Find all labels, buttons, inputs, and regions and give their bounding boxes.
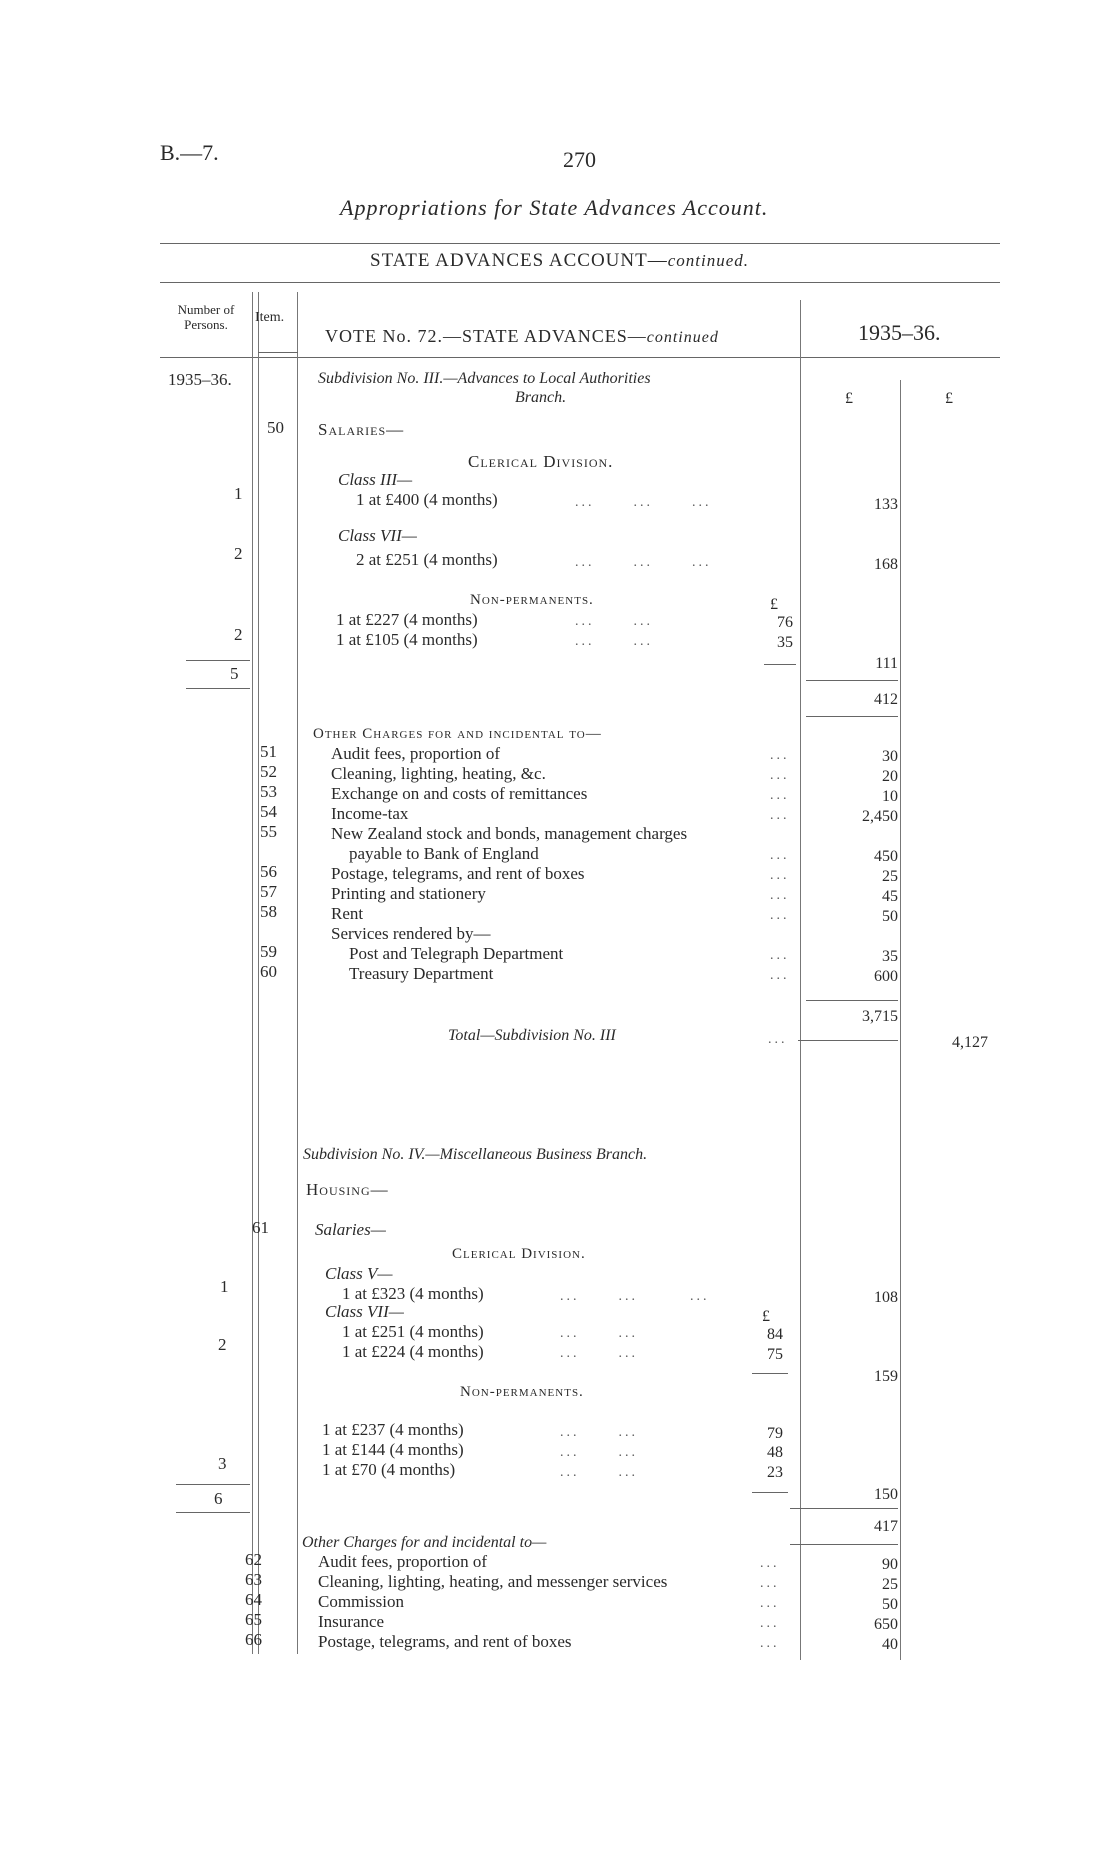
row-label: payable to Bank of England xyxy=(349,844,539,863)
sub3-np1-line: 1 at £227 (4 months) xyxy=(336,610,478,629)
leader-dots: ... ... xyxy=(560,1346,638,1361)
currency-total-column: £ xyxy=(945,390,953,407)
leader-dots: ... xyxy=(770,868,790,883)
row-item-number: 66 xyxy=(245,1630,262,1649)
leader-dots: ... xyxy=(770,748,790,763)
persons-total-rule xyxy=(176,1512,250,1513)
sub3-np-persons: 2 xyxy=(234,625,243,644)
row-item-number: 55 xyxy=(260,822,277,841)
row-item-number: 63 xyxy=(245,1570,262,1589)
persons-subtotal-rule xyxy=(176,1484,250,1485)
leader-dots: ... xyxy=(760,1596,780,1611)
header-vote xyxy=(325,326,719,347)
leader-dots: ... xyxy=(770,848,790,863)
sub3-salaries-item: 50 xyxy=(267,418,284,437)
row-item-number: 62 xyxy=(245,1550,262,1569)
sub3-class7: Class VII— xyxy=(338,526,417,545)
subtitle-continued: continued. xyxy=(667,251,750,270)
sub4-class5-amount: 108 xyxy=(874,1289,898,1306)
amount-total-rule xyxy=(806,716,898,717)
sub3-class7-persons: 2 xyxy=(234,544,243,563)
leader-dots: ... xyxy=(770,788,790,803)
item-column-divider-left xyxy=(258,292,259,1654)
sub3-total-label: Total—Subdivision No. III xyxy=(448,1027,616,1044)
row-amount: 2,450 xyxy=(862,808,898,825)
sub3-np-pound: £ xyxy=(770,596,778,613)
item-column-divider-right xyxy=(297,292,298,1654)
leader-dots: ... ... ... xyxy=(575,495,712,510)
sub3-class3-line: 1 at £400 (4 months) xyxy=(356,490,498,509)
sub3-class3: Class III— xyxy=(338,470,413,489)
sub4-c7b-value: 75 xyxy=(767,1346,783,1363)
row-label: Postage, telegrams, and rent of boxes xyxy=(318,1632,572,1651)
vote-main: VOTE No. 72.—STATE ADVANCES— xyxy=(325,326,647,346)
subtotal-rule xyxy=(752,1373,788,1374)
sub3-np1-value: 76 xyxy=(777,614,793,631)
sub3-np2-line: 1 at £105 (4 months) xyxy=(336,630,478,649)
table-header-rule xyxy=(160,357,1000,358)
sub3-class7-line: 2 at £251 (4 months) xyxy=(356,550,498,569)
sub4-nonperm-heading: Non-permanents. xyxy=(460,1384,584,1400)
header-year: 1935–36. xyxy=(858,320,941,345)
section-subtitle xyxy=(370,250,749,272)
sub3-np2-value: 35 xyxy=(777,634,793,651)
sub4-np2-line: 1 at £144 (4 months) xyxy=(322,1440,464,1459)
row-label: Commission xyxy=(318,1592,404,1611)
amount-subtotal-rule xyxy=(790,1508,898,1509)
leader-dots: ... xyxy=(770,968,790,983)
leader-dots: ... xyxy=(770,908,790,923)
row-amount: 25 xyxy=(882,868,898,885)
subtitle-main: STATE ADVANCES ACCOUNT— xyxy=(370,250,668,271)
sub4-class5-persons: 1 xyxy=(220,1277,229,1296)
row-amount: 90 xyxy=(882,1556,898,1573)
sub4-other-heading: Other Charges for and incidental to— xyxy=(302,1534,547,1551)
currency-amount-column: £ xyxy=(845,390,853,407)
sub3-total-amount: 4,127 xyxy=(952,1034,988,1051)
persons-year: 1935–36. xyxy=(168,370,232,389)
persons-column-divider xyxy=(252,292,253,1654)
sub3-class7-amount: 168 xyxy=(874,556,898,573)
leader-dots: ... ... ... xyxy=(560,1289,710,1304)
sub3-clerical-heading: Clerical Division. xyxy=(468,452,614,471)
sub4-c7a-line: 1 at £251 (4 months) xyxy=(342,1322,484,1341)
row-item-number: 57 xyxy=(260,882,277,901)
row-item-number: 54 xyxy=(260,802,277,821)
row-item-number: 53 xyxy=(260,782,277,801)
sub3-class3-persons: 1 xyxy=(234,484,243,503)
row-amount: 600 xyxy=(874,968,898,985)
sub3-total-persons: 5 xyxy=(230,664,239,683)
sub3-salaries-total: 412 xyxy=(874,691,898,708)
leader-dots: ... xyxy=(770,888,790,903)
page-number: 270 xyxy=(563,147,596,172)
amount-total-rule xyxy=(790,1544,898,1545)
sub4-np1-line: 1 at £237 (4 months) xyxy=(322,1420,464,1439)
row-label: Cleaning, lighting, heating, and messenger services xyxy=(318,1572,668,1591)
table-top-rule xyxy=(160,282,1000,283)
row-item-number: 60 xyxy=(260,962,277,981)
subtotal-rule xyxy=(752,1492,788,1493)
row-label: Cleaning, lighting, heating, &c. xyxy=(331,764,546,783)
amount-total-rule xyxy=(798,1040,898,1041)
sub3-salaries-heading: Salaries— xyxy=(318,420,405,439)
sub3-np-total: 111 xyxy=(875,655,898,672)
row-label: Audit fees, proportion of xyxy=(318,1552,488,1571)
amount-subtotal-rule xyxy=(806,1000,898,1001)
total-column-divider xyxy=(900,380,901,1660)
sub4-np1-value: 79 xyxy=(767,1425,783,1442)
sub3-title-line1: Subdivision No. III.—Advances to Local Authorities xyxy=(318,370,651,387)
sub4-np3-value: 23 xyxy=(767,1464,783,1481)
leader-dots: ... ... xyxy=(560,1326,638,1341)
row-amount: 50 xyxy=(882,1596,898,1613)
sub4-c7b-line: 1 at £224 (4 months) xyxy=(342,1342,484,1361)
row-label: Treasury Department xyxy=(349,964,494,983)
row-amount: 50 xyxy=(882,908,898,925)
row-item-number: 59 xyxy=(260,942,277,961)
row-label: Postage, telegrams, and rent of boxes xyxy=(331,864,585,883)
document-reference: B.—7. xyxy=(160,140,219,165)
row-amount: 25 xyxy=(882,1576,898,1593)
row-label: Insurance xyxy=(318,1612,385,1631)
row-amount: 10 xyxy=(882,788,898,805)
row-label: Rent xyxy=(331,904,364,923)
sub3-title-line2: Branch. xyxy=(515,389,567,406)
row-item-number: 64 xyxy=(245,1590,262,1609)
vote-continued: continued xyxy=(646,329,719,346)
leader-dots: ... ... xyxy=(560,1425,638,1440)
persons-total-rule xyxy=(186,688,250,689)
row-label: Exchange on and costs of remittances xyxy=(331,784,588,803)
subtotal-rule xyxy=(764,664,796,665)
leader-dots: ... xyxy=(760,1616,780,1631)
row-amount: 20 xyxy=(882,768,898,785)
page-title: Appropriations for State Advances Account. xyxy=(340,195,769,220)
header-number-of-persons: Number of Persons. xyxy=(177,302,235,332)
row-item-number: 56 xyxy=(260,862,277,881)
amount-column-divider xyxy=(800,300,801,1660)
row-amount: 450 xyxy=(874,848,898,865)
sub4-np3-line: 1 at £70 (4 months) xyxy=(322,1460,456,1479)
row-item-number: 65 xyxy=(245,1610,262,1629)
sub4-salaries-total: 417 xyxy=(874,1518,898,1535)
leader-dots: ... xyxy=(770,948,790,963)
row-label: Printing and stationery xyxy=(331,884,486,903)
item-header-rule xyxy=(258,352,298,353)
leader-dots: ... xyxy=(760,1576,780,1591)
sub4-salaries-item: 61 xyxy=(252,1218,269,1237)
persons-subtotal-rule xyxy=(186,660,250,661)
row-amount: 650 xyxy=(874,1616,898,1633)
leader-dots: ... xyxy=(760,1636,780,1651)
amount-subtotal-rule xyxy=(806,680,898,681)
leader-dots: ... xyxy=(770,768,790,783)
row-amount: 30 xyxy=(882,748,898,765)
sub4-total-persons: 6 xyxy=(214,1489,223,1508)
leader-dots: ... ... xyxy=(560,1445,638,1460)
sub3-other-total: 3,715 xyxy=(862,1008,898,1025)
leader-dots: ... xyxy=(770,808,790,823)
sub4-pound: £ xyxy=(762,1308,770,1325)
row-item-number: 52 xyxy=(260,762,277,781)
row-item-number: 51 xyxy=(260,742,277,761)
row-label: Services rendered by— xyxy=(331,924,491,943)
sub4-title: Subdivision No. IV.—Miscellaneous Business Branch. xyxy=(303,1146,648,1163)
leader-dots: ... ... xyxy=(575,634,653,649)
row-amount: 45 xyxy=(882,888,898,905)
sub4-c7a-value: 84 xyxy=(767,1326,783,1343)
sub3-nonperm-heading: Non-permanents. xyxy=(470,592,594,608)
sub4-np-total: 150 xyxy=(874,1486,898,1503)
leader-dots: ... ... xyxy=(575,614,653,629)
sub4-c7-total: 159 xyxy=(874,1368,898,1385)
sub4-housing: Housing— xyxy=(306,1180,389,1199)
sub3-class3-amount: 133 xyxy=(874,496,898,513)
sub4-np2-value: 48 xyxy=(767,1444,783,1461)
sub4-class7: Class VII— xyxy=(325,1302,404,1321)
sub4-c7-persons: 2 xyxy=(218,1335,227,1354)
sub4-class5: Class V— xyxy=(325,1264,393,1283)
row-label: Income-tax xyxy=(331,804,409,823)
row-amount: 35 xyxy=(882,948,898,965)
row-item-number: 58 xyxy=(260,902,277,921)
sub4-salaries: Salaries— xyxy=(315,1220,386,1239)
leader-dots: ... xyxy=(768,1032,788,1047)
row-amount: 40 xyxy=(882,1636,898,1653)
header-item: Item. xyxy=(255,310,285,325)
leader-dots: ... ... xyxy=(560,1465,638,1480)
row-label: Post and Telegraph Department xyxy=(349,944,564,963)
leader-dots: ... ... ... xyxy=(575,555,712,570)
sub4-clerical-heading: Clerical Division. xyxy=(452,1246,586,1262)
row-label: New Zealand stock and bonds, management charges xyxy=(331,824,688,843)
sub3-other-heading: Other Charges for and incidental to— xyxy=(313,726,602,742)
title-rule xyxy=(160,243,1000,244)
sub4-np-persons: 3 xyxy=(218,1454,227,1473)
row-label: Audit fees, proportion of xyxy=(331,744,501,763)
sub4-class5-line: 1 at £323 (4 months) xyxy=(342,1284,484,1303)
leader-dots: ... xyxy=(760,1556,780,1571)
